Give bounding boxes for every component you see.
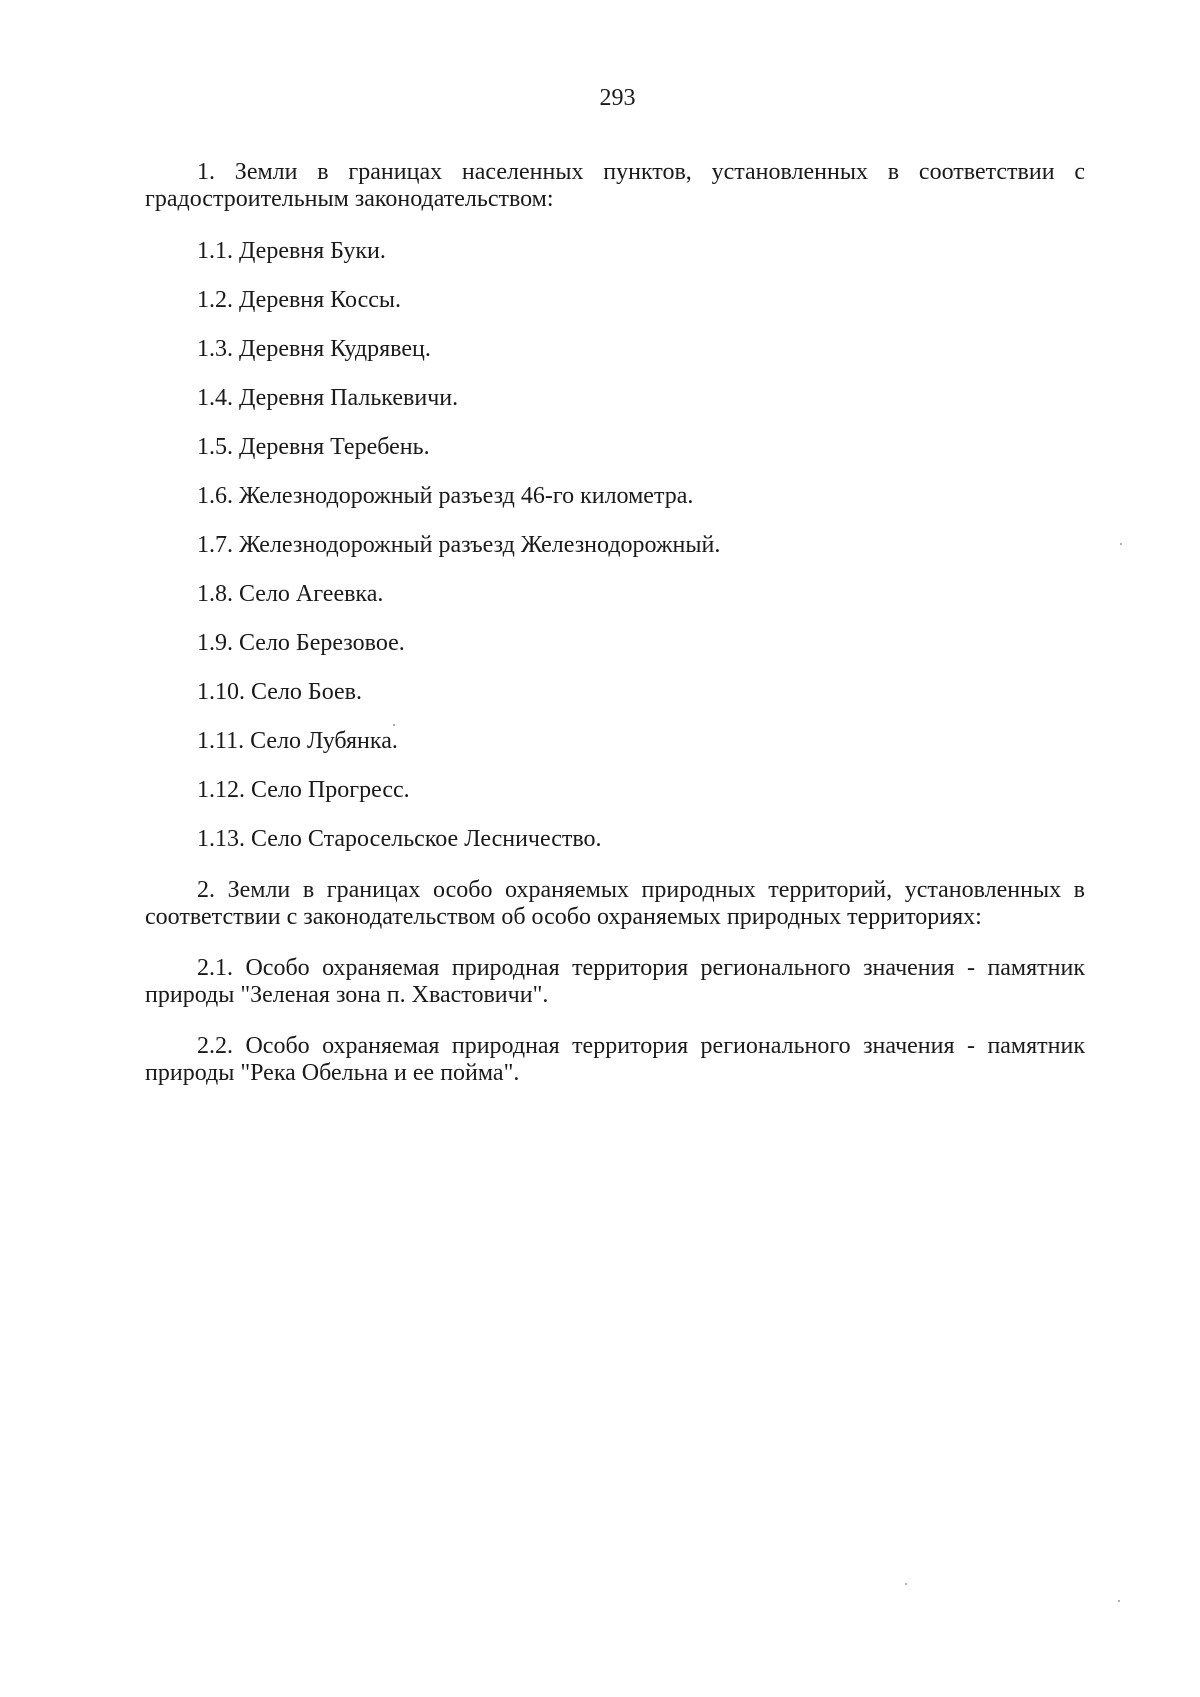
list-item-1-3: 1.3. Деревня Кудрявец. <box>197 336 431 362</box>
list-item-1-4: 1.4. Деревня Палькевичи. <box>197 385 459 411</box>
document-body <box>145 159 1085 1087</box>
list-item-2-1: 2.1. Особо охраняемая природная территория регионального значения - памятник природы "Зеленая зона п. Хвастовичи". <box>145 955 1085 1008</box>
list-item-1-5: 1.5. Деревня Теребень. <box>197 434 430 460</box>
list-item-1-9: 1.9. Село Березовое. <box>197 630 405 656</box>
scan-speck <box>905 1583 907 1585</box>
list-item-1-12: 1.12. Село Прогресс. <box>197 777 410 803</box>
page-number: 293 <box>599 85 636 111</box>
scan-speck <box>1120 543 1122 545</box>
list-item-1-6: 1.6. Железнодорожный разъезд 46-го километра. <box>197 483 694 509</box>
list-item-1-1: 1.1. Деревня Буки. <box>197 238 386 264</box>
list-item-2-2: 2.2. Особо охраняемая природная территория регионального значения - памятник природы "Река Обельна и ее пойма". <box>145 1033 1085 1086</box>
scan-speck <box>1118 1600 1120 1602</box>
list-item-1-10: 1.10. Село Боев. <box>197 679 362 705</box>
scan-speck <box>393 724 395 726</box>
list-item-1-13: 1.13. Село Старосельское Лесничество. <box>197 826 602 852</box>
section-2-heading: 2. Земли в границах особо охраняемых природных территорий, установленных в соответствии с законодательством об особо охраняемых природных территориях: <box>145 877 1085 930</box>
section-1-heading: 1. Земли в границах населенных пунктов, установленных в соответствии с градостроительным законодательством: <box>145 159 1085 212</box>
list-item-1-11: 1.11. Село Лубянка. <box>197 728 398 754</box>
list-item-1-7: 1.7. Железнодорожный разъезд Железнодорожный. <box>197 532 721 558</box>
list-item-1-8: 1.8. Село Агеевка. <box>197 581 384 607</box>
list-item-1-2: 1.2. Деревня Коссы. <box>197 287 402 313</box>
